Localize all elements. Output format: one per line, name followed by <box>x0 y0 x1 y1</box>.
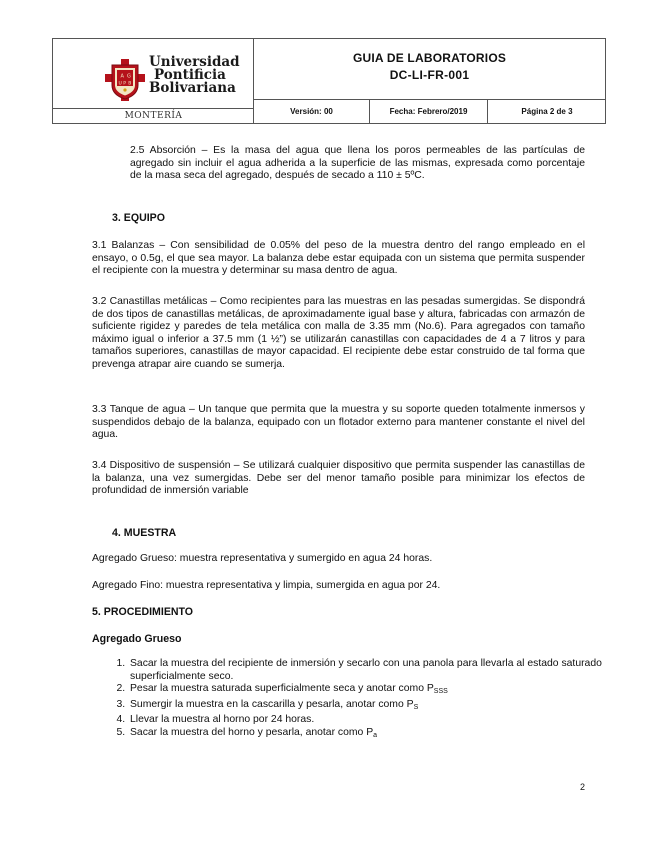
university-name-line-3: Bolivariana <box>149 80 236 96</box>
campus-name: MONTERÍA <box>124 111 183 121</box>
university-name <box>149 56 240 95</box>
section-heading-muestra: 4. MUESTRA <box>112 527 177 539</box>
procedure-step <box>128 699 623 715</box>
shield-letter-p: P <box>123 81 127 87</box>
step-text: Sacar la muestra del horno y pesarla, anotar como P <box>130 726 374 738</box>
procedure-step <box>128 658 623 683</box>
date-cell: Fecha: Febrero/2019 <box>370 100 488 124</box>
step-subscript: SSS <box>433 688 448 696</box>
university-name-line-2: Pontificia <box>154 67 226 83</box>
section-heading-equipo: 3. EQUIPO <box>112 212 165 224</box>
step-text: Sacar la muestra del recipiente de inmersión y secarlo con una panola para llevarla al estado saturado superficialmente seco. <box>130 658 602 682</box>
document-title: GUIA DE LABORATORIOS <box>352 51 507 65</box>
page-cell: Página 2 de 3 <box>521 107 573 116</box>
paragraph-3-2: 3.2 Canastillas metálicas – Como recipientes para las muestras en las pesadas sumergidas. Se dispondrá de dos tipos de canastillas metálicas, de aproximadamente igual base y altura, fabricadas con armazón de suficiente rigidez y paredes de tela metálica con malla de 3.35 mm (No.6). Para agregados con tamaño máximo igual o inferior a 37.5 mm (1 ½”) se utilizarán canastillas con capacidades de 4 a 7 litros y para tamaños superiores, canastillas de mayor capacidad. El recipiente debe estar construido de tal forma que prevenga atrapar aire cuando se sumerja. <box>92 296 585 370</box>
procedure-step <box>128 683 623 699</box>
paragraph-3-4: 3.4 Dispositivo de suspensión – Se utilizará cualquier dispositivo que permita suspender las canastillas de la balanza, una vez sumergidas. Debe ser del menor tamaño posible para minimizar los efectos de profundidad de inmersión variable <box>92 460 585 497</box>
procedure-steps <box>98 658 623 743</box>
paragraph-3-3: 3.3 Tanque de agua – Un tanque que permita que la muestra y su soporte queden totalmente inmersos y suspendidos debajo de la balanza, equipado con un flotador externo para mantener constante el nivel del agua. <box>92 404 585 441</box>
page-number: 2 <box>580 782 586 792</box>
paragraph-muestra-grueso: Agregado Grueso: muestra representativa y sumergido en agua 24 horas. <box>92 553 433 564</box>
shield-letter-g: G <box>127 73 131 80</box>
step-subscript: S <box>413 703 419 711</box>
version-cell: Versión: 00 <box>254 100 370 124</box>
section-heading-procedimiento: 5. PROCEDIMIENTO <box>92 606 194 618</box>
shield-letter-b: B <box>128 81 132 87</box>
university-shield-icon <box>105 59 145 101</box>
subheading-agregado-grueso: Agregado Grueso <box>92 633 182 645</box>
step-text: Pesar la muestra saturada superficialmente seca y anotar como P <box>130 683 434 695</box>
logo-cell <box>53 39 254 123</box>
shield-letter-u: U <box>118 81 122 87</box>
document-header <box>52 38 606 124</box>
procedure-step <box>128 727 623 743</box>
procedure-step <box>128 714 623 727</box>
step-subscript: a <box>373 731 378 739</box>
step-text: Llevar la muestra al horno por 24 horas. <box>130 714 315 726</box>
paragraph-muestra-fino: Agregado Fino: muestra representativa y limpia, sumergida en agua por 24. <box>92 580 441 591</box>
shield-letter-a: A <box>120 73 124 80</box>
university-name-line-1: Universidad <box>149 54 240 70</box>
document-code: DC-LI-FR-001 <box>389 68 470 82</box>
paragraph-2-5: 2.5 Absorción – Es la masa del agua que llena los poros permeables de las partículas de agregado sin incluir el agua adherida a la superficie de las mismas, expresada como porcentaje de la masa seca del agregado, después de secado a 110 ± 5ºC. <box>130 145 585 182</box>
paragraph-3-1: 3.1 Balanzas – Con sensibilidad de 0.05% del peso de la muestra dentro del rango empleado en el ensayo, o 0.5g, el que sea mayor. La balanza debe estar equipada con un sistema que permita suspender el recipiente con la muestra y determinar su masa dentro de agua. <box>92 240 585 277</box>
title-cell <box>254 39 605 100</box>
step-text: Sumergir la muestra en la cascarilla y pesarla, anotar como P <box>130 698 414 710</box>
